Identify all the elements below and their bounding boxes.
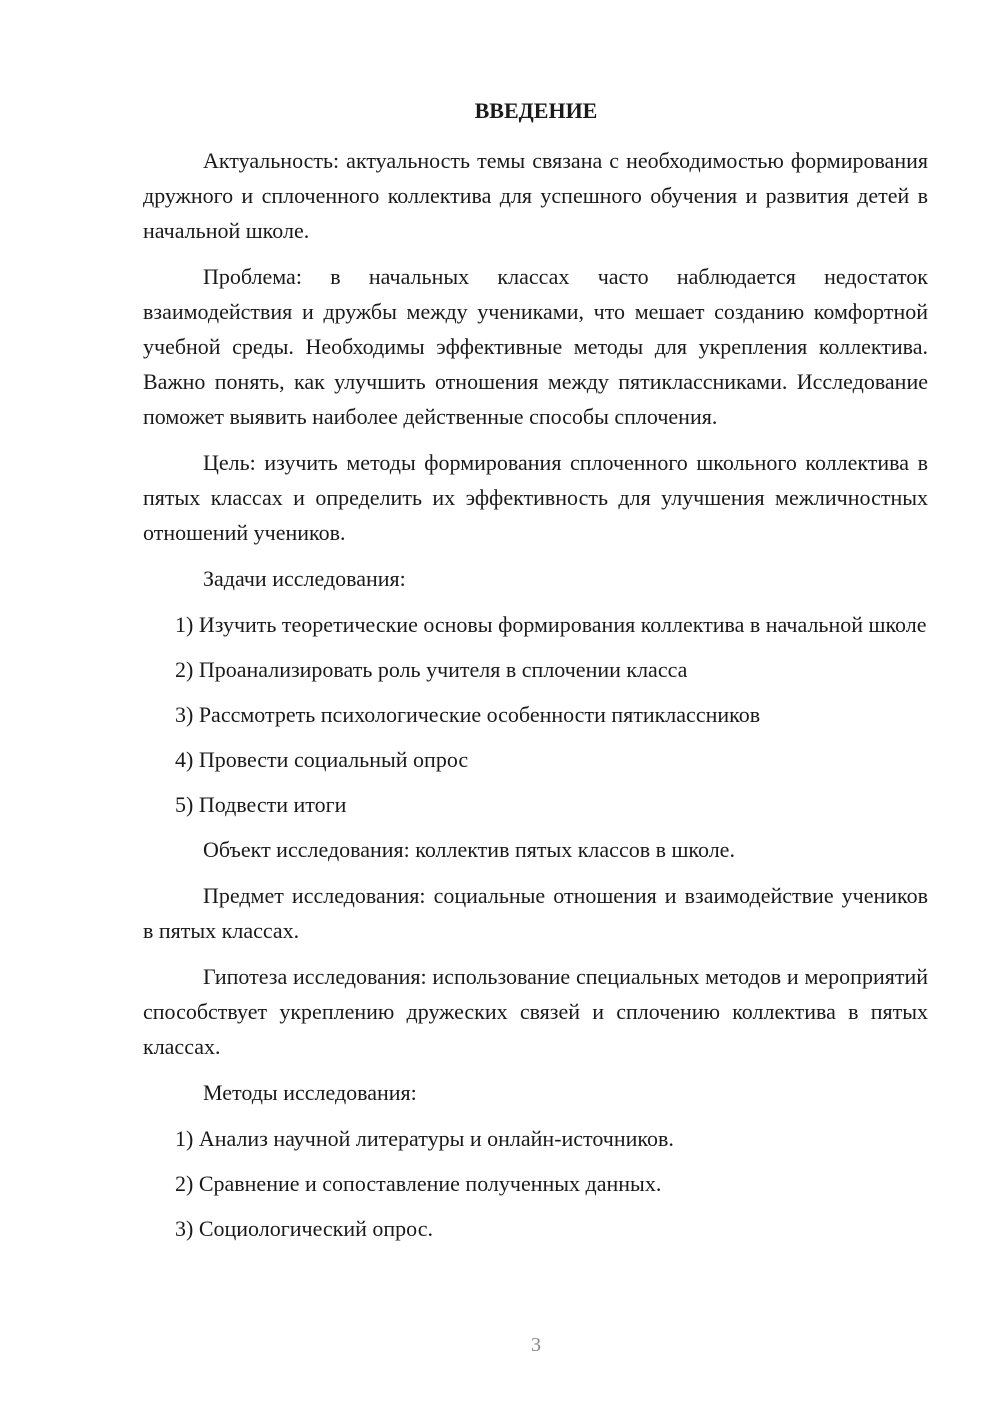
tasks-list xyxy=(143,607,928,822)
list-item: 2) Сравнение и сопоставление полученных данных. xyxy=(175,1171,662,1196)
page-number: 3 xyxy=(531,1334,541,1356)
list-item: 4) Провести социальный опрос xyxy=(175,747,469,772)
list-item: 3) Социологический опрос. xyxy=(175,1216,433,1241)
list-item: 2) Проанализировать роль учителя в сплочении класса xyxy=(175,657,688,682)
paragraph-object: Объект исследования: коллектив пятых классов в школе. xyxy=(203,837,735,862)
methods-heading: Методы исследования: xyxy=(203,1080,417,1105)
paragraph-subject: Предмет исследования: социальные отношения и взаимодействие учеников в пятых классах. xyxy=(143,883,928,943)
list-item: 1) Изучить теоретические основы формирования коллектива в начальной школе xyxy=(175,612,927,637)
section-title: ВВЕДЕНИЕ xyxy=(474,98,598,123)
paragraph-relevance: Актуальность: актуальность темы связана с необходимостью формирования дружного и сплоченного коллектива для успешного обучения и развития детей в начальной школе. xyxy=(143,148,928,243)
paragraph-problem: Проблема: в начальных классах часто наблюдается недостаток взаимодействия и дружбы между учениками, что мешает созданию комфортной учебной среды. Необходимы эффективные методы для укрепления коллектива. Важно понять, как улучшить отношения между пятиклассниками. Исследование поможет выявить наиболее действенные способы сплочения. xyxy=(143,264,928,429)
tasks-heading: Задачи исследования: xyxy=(203,566,406,591)
list-item: 3) Рассмотреть психологические особенности пятиклассников xyxy=(175,702,761,727)
list-item: 5) Подвести итоги xyxy=(175,792,347,817)
document-body xyxy=(143,143,928,1256)
methods-list xyxy=(143,1121,928,1246)
paragraph-hypothesis: Гипотеза исследования: использование специальных методов и мероприятий способствует укреплению дружеских связей и сплочению коллектива в пятых классах. xyxy=(143,964,928,1059)
paragraph-goal: Цель: изучить методы формирования сплоченного школьного коллектива в пятых классах и определить их эффективность для улучшения межличностных отношений учеников. xyxy=(143,450,928,545)
list-item: 1) Анализ научной литературы и онлайн-источников. xyxy=(175,1126,674,1151)
